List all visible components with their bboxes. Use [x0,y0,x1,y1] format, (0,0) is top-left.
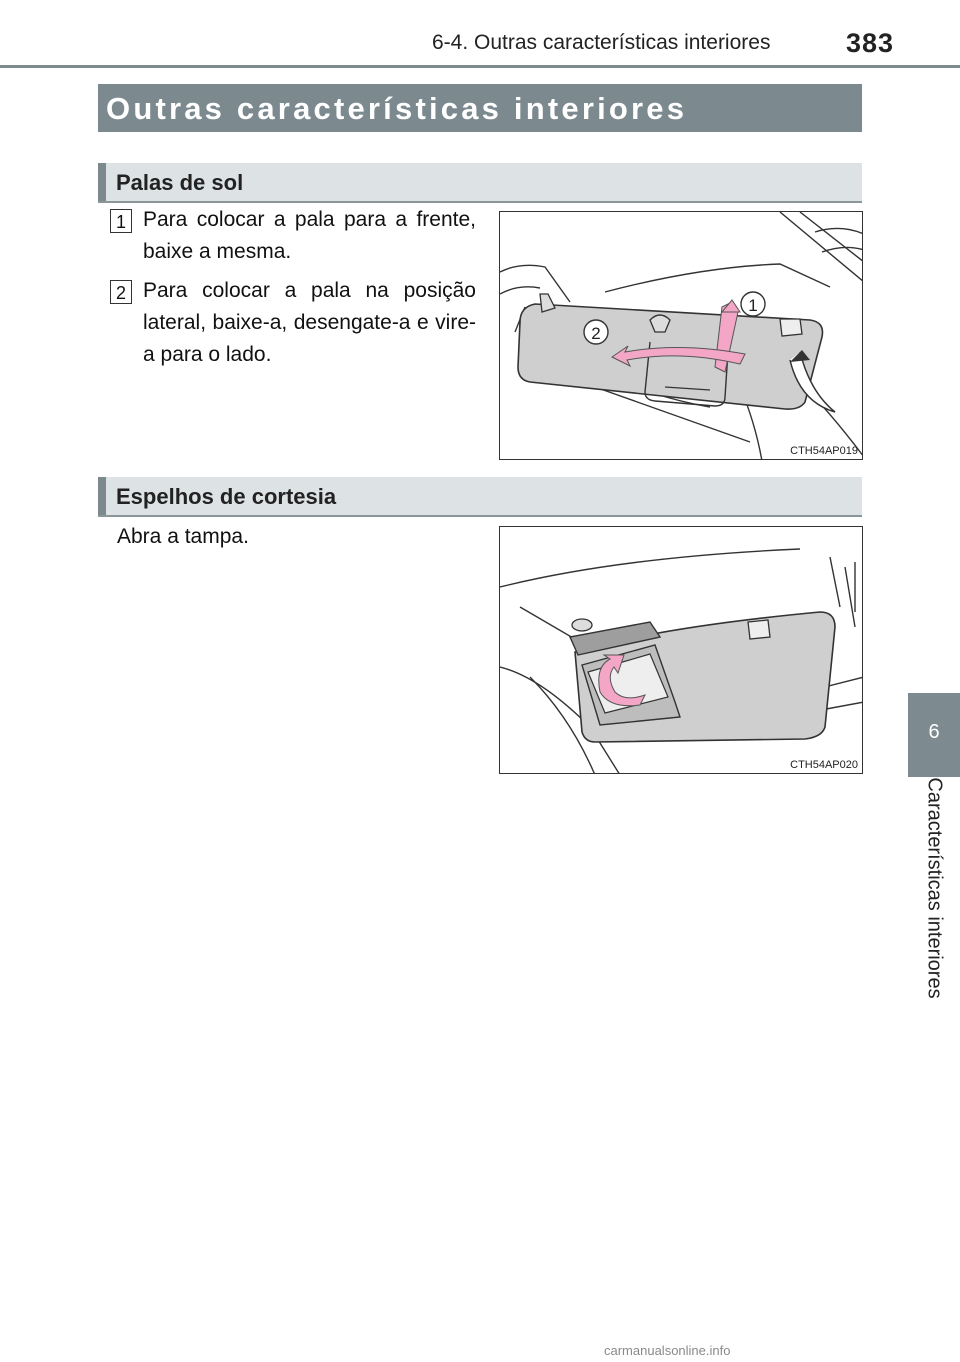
page-title: Outras características interiores [106,91,688,126]
step-text-2 [143,275,476,371]
section-heading-vanity-mirrors [98,477,862,517]
figure-code: CTH54AP019 [790,445,858,457]
watermark: carmanualsonline.info [604,1343,731,1358]
section-heading-text: Espelhos de cortesia [116,484,337,509]
callout-2-label: 2 [591,324,601,343]
header-rule [0,65,960,68]
mirror-instruction: Abra a tampa. [117,525,249,548]
page-title-bar [98,84,862,132]
step-number-1: 1 [110,209,132,233]
running-header-section: 6-4. Outras características interiores [432,31,771,54]
vanity-mirror-illustration [500,527,863,774]
callout-1-label: 1 [748,296,758,315]
figure-sun-visor [499,211,863,460]
figure-vanity-mirror [499,526,863,774]
chapter-tab [908,693,960,777]
section-heading-text: Palas de sol [116,170,244,195]
step-number-2: 2 [110,280,132,304]
chapter-title-vertical: Características interiores [923,777,946,999]
chapter-number: 6 [928,721,940,743]
page-number: 383 [846,28,895,58]
step-text-1 [143,204,476,268]
step-text-1-content: Para colocar a pala para a frente, baixe a mesma. [143,208,476,263]
sun-visor-illustration [500,212,863,460]
step-text-2-content: Para colocar a pala na posição lateral, baixe-a, desengate-a e vire-a para o lado. [143,279,476,366]
section-heading-sun-visors [98,163,862,203]
figure-code: CTH54AP020 [790,759,858,771]
